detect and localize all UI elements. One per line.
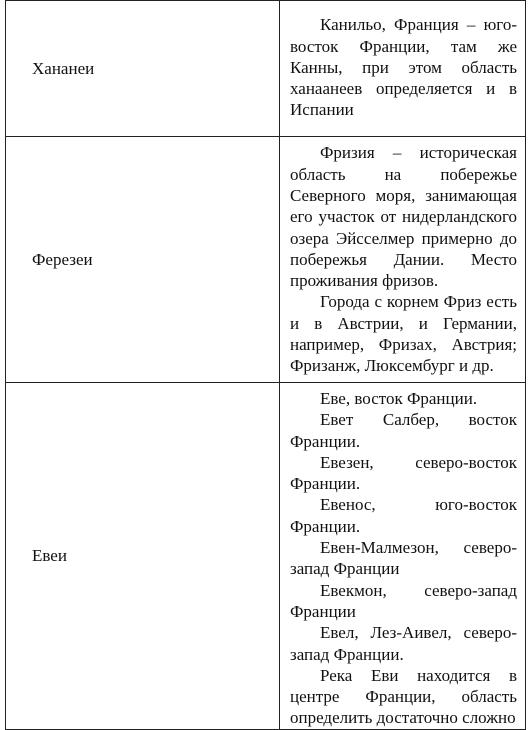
people-name-cell: Хананеи <box>6 1 280 137</box>
location-description-cell <box>280 137 526 383</box>
description-paragraph: Канильо, Франция – юго-восток Франции, там же Канны, при этом область ханаанеев определяется и в Испании <box>290 15 517 120</box>
location-description-cell <box>280 1 526 137</box>
description-paragraph: Евенос, юго-восток Франции. <box>290 495 517 536</box>
description-paragraph: Евекмон, северо-запад Франции <box>290 580 517 621</box>
people-name-cell: Ферезеи <box>6 137 280 383</box>
description-paragraph: Река Еви находится в центре Франции, область определить достаточно сложно <box>290 665 517 728</box>
description-paragraph: Фризия – историческая область на побережье Северного моря, занимающая его участок от нидерландского озера Эйсселмер примерно до побережья Дании. Место проживания фризов. <box>290 143 517 291</box>
description-paragraph: Евезен, северо-восток Франции. <box>290 452 517 494</box>
table-row <box>6 1 526 137</box>
description-paragraph: Евет Салбер, восток Франции. <box>290 410 517 451</box>
description-paragraph: Еве, восток Франции. <box>320 389 478 408</box>
table-row <box>6 383 526 730</box>
description-paragraph: Евен-Малмезон, северо-запад Франции <box>290 538 517 579</box>
people-name-cell: Евеи <box>6 383 280 730</box>
location-description-cell <box>280 383 526 730</box>
table-row <box>6 137 526 383</box>
description-paragraph: Евел, Лез-Аивел, северо-запад Франции. <box>290 623 517 664</box>
peoples-table <box>5 0 526 730</box>
description-paragraph: Города с корнем Фриз есть и в Австрии, и Германии, например, Фризах, Австрия; Фризанж, Люксембург и др. <box>290 292 517 376</box>
